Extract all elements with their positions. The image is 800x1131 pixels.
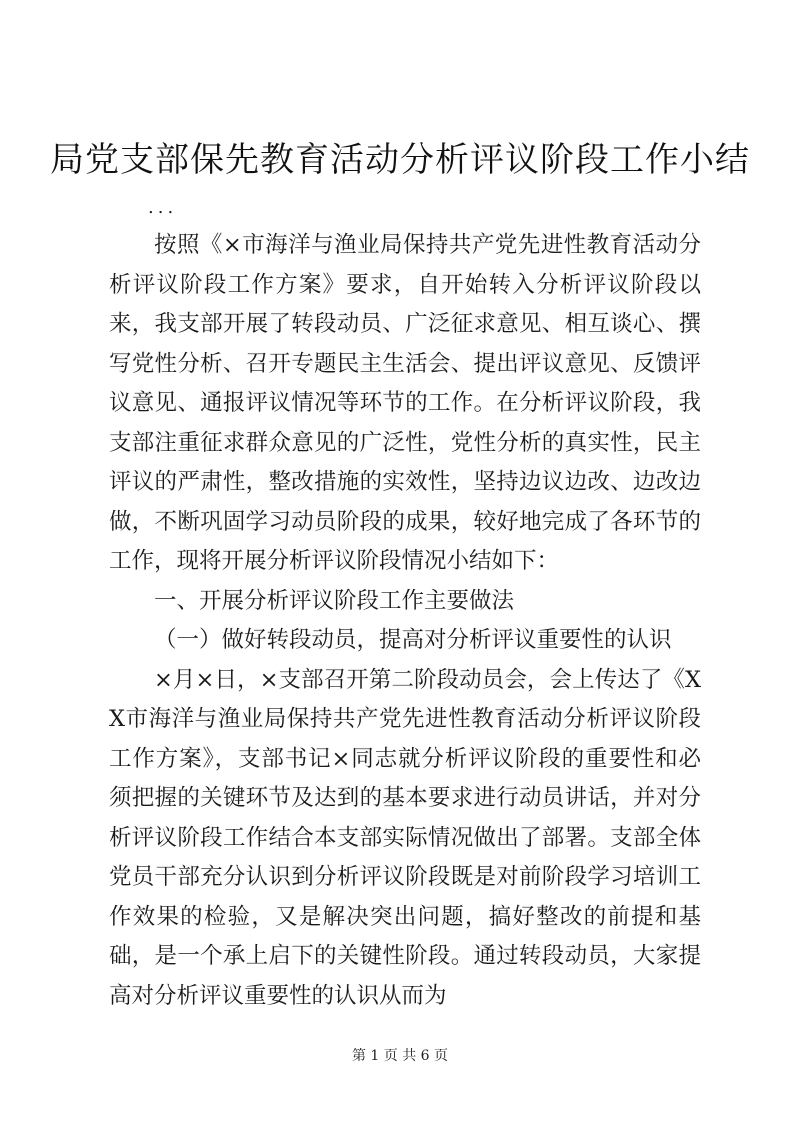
- document-title: 局党支部保先教育活动分析评议阶段工作小结: [50, 140, 750, 180]
- document-body: [109, 226, 701, 1016]
- paragraph-intro: 按照《×市海洋与渔业局保持共产党先进性教育活动分析评议阶段工作方案》要求，自开始转入分析评议阶段以来，我支部开展了转段动员、广泛征求意见、相互谈心、撰写党性分析、召开专题民主生活会、提出评议意见、反馈评议意见、通报评议情况等环节的工作。在分析评议阶段，我支部注重征求群众意见的广泛性，党性分析的真实性，民主评议的严肃性，整改措施的实效性，坚持边议边改、边改边做，不断巩固学习动员阶段的成果，较好地完成了各环节的工作，现将开展分析评议阶段情况小结如下：: [109, 232, 701, 574]
- section-heading: 一、开展分析评议阶段工作主要做法: [154, 587, 515, 614]
- paragraph-mobilization: ×月×日，×支部召开第二阶段动员会，会上传达了《XX市海洋与渔业局保持共产党先进性教育活动分析评议阶段工作方案》，支部书记×同志就分析评议阶段的重要性和必须把握的关键环节及达到的基本要求进行动员讲话，并对分析评议阶段工作结合本支部实际情况做出了部署。支部全体党员干部充分认识到分析评议阶段既是对前阶段学习培训工作效果的检验，又是解决突出问题，搞好整改的前提和基础，是一个承上启下的关键性阶段。通过转段动员，大家提高对分析评议重要性的认识从而为: [109, 666, 701, 1009]
- page-number-footer: 第 1 页 共 6 页: [351, 1048, 449, 1064]
- subsection-heading: （一）做好转段动员，提高对分析评议重要性的认识: [154, 627, 672, 653]
- ellipsis-mark: ...: [148, 197, 178, 218]
